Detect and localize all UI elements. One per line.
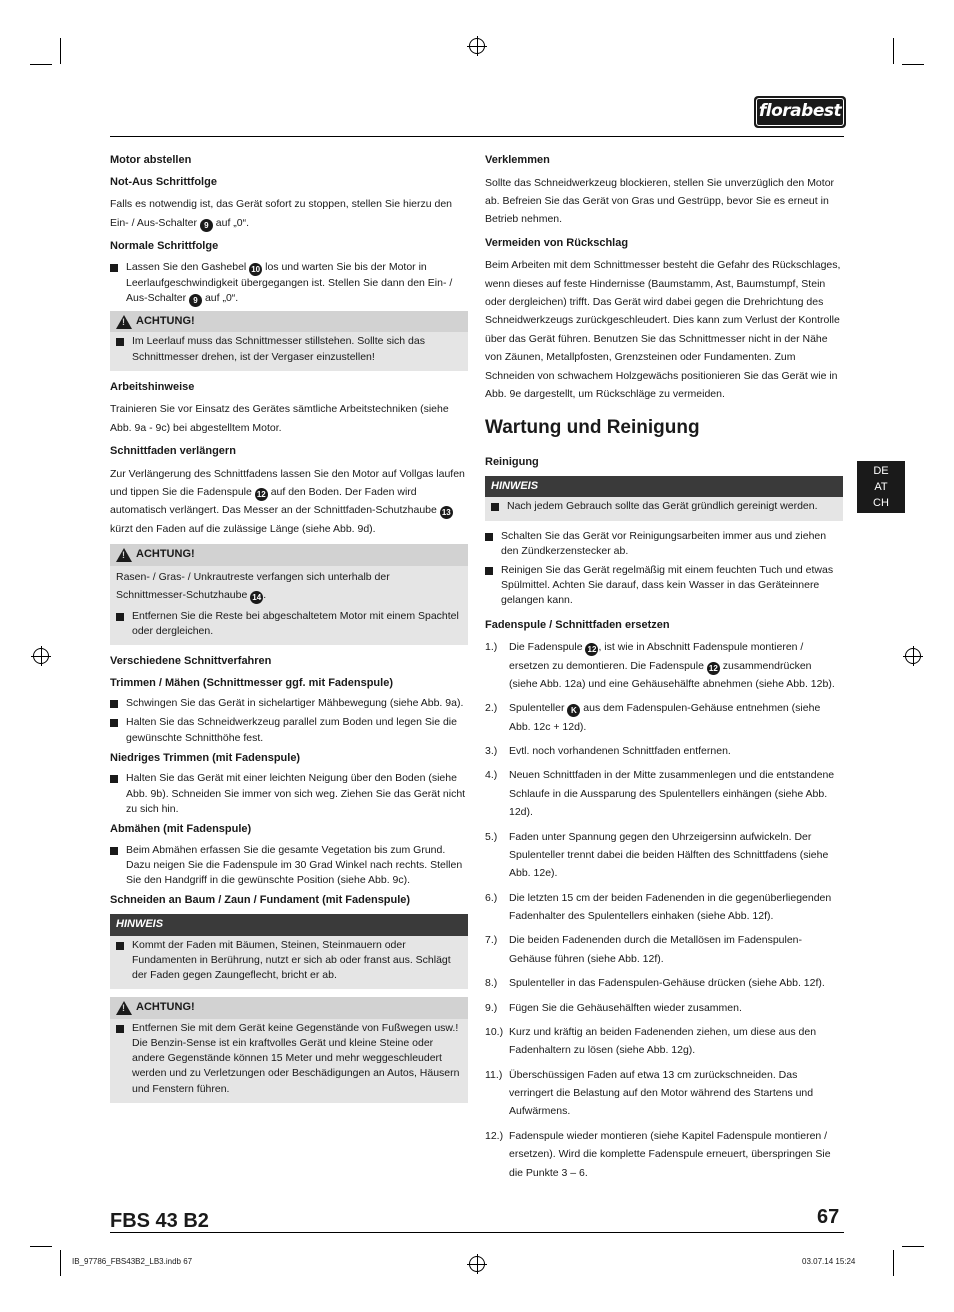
- right-column: [485, 150, 843, 1188]
- subsection-title: Fadenspule / Schnittfaden ersetzen: [485, 618, 670, 631]
- paragraph: Beim Arbeiten mit dem Schnittmesser besteht die Gefahr des Rückschlages, wenn dieses auf feste Hindernisse (Baumstamm, Ast, Baumstumpf, Stein oder dergleichen) trifft. Das Gerät wird dabei gegen die Drehrichtung des Schneidwerkzeugs zurückgeschleudert. Dies kann zum Verlust der Kontrolle über das Gerät führen. Benutzen Sie das Schnittmesser nicht in der Nähe von Zäunen, Metallpfosten, Grenzsteinen oder Fundamenten. Zum Schneiden von schwachem Holzgewächs positionieren Sie das Gerät wie in Abb. 9e dargestellt, um Rückschläge zu vermeiden.: [485, 259, 841, 400]
- brand-logo: florabest: [754, 96, 846, 128]
- bullet-item: Halten Sie das Gerät mit einer leichten Neigung über den Boden (siehe Abb. 9b). Schneiden Sie immer von sich weg. Ziehen Sie das Gerät nicht zu sich hin.: [110, 771, 468, 817]
- page-number: 67: [817, 1206, 840, 1228]
- crop-mark: [893, 38, 894, 64]
- crop-mark: [893, 1250, 894, 1276]
- bullet-item: Entfernen Sie mit dem Gerät keine Gegenstände von Fußwegen usw.! Die Benzin-Sense ist ein kraftvolles Gerät und kleine Steine oder andere Gegenstände können 15 Meter und mehr weggeschleudert werden und zu Verletzungen oder Beschädigungen an Autos, Häusern und Fenstern führen.: [116, 1021, 462, 1097]
- registration-mark-icon: [33, 648, 49, 664]
- warning-icon: [116, 548, 132, 562]
- bullet-item: Schwingen Sie das Gerät in sichelartiger Mähbewegung (siehe Abb. 9a).: [110, 696, 468, 711]
- step-item: 2.) Spulenteller K aus dem Fadenspulen-Gehäuse entnehmen (siehe Abb. 12c + 12d).: [485, 702, 821, 733]
- paragraph: Zur Verlängerung des Schnittfadens lassen Sie den Motor auf Vollgas laufen und tippen Sie die Fadenspule 12 auf den Boden. Der Faden wird automatisch verlängert. Das Messer an der Schnittfaden-Schutzhaube 13 kürzt den Faden auf die zulässige Länge (siehe Abb. 9d).: [110, 467, 465, 535]
- bullet-item: Reinigen Sie das Gerät regelmäßig mit einem feuchten Tuch und etwas Spülmittel. Achten Sie darauf, dass kein Wasser in das Geräteinnere gelangen kann.: [485, 563, 843, 609]
- registration-mark-icon: [905, 648, 921, 664]
- part-number-badge: 14: [250, 591, 263, 604]
- crop-mark: [30, 1246, 52, 1247]
- subsection-title: Not-Aus Schrittfolge: [110, 175, 217, 188]
- crop-mark: [60, 38, 61, 64]
- part-number-badge: 9: [189, 294, 202, 307]
- registration-mark-icon: [469, 38, 485, 54]
- subsection-title: Trimmen / Mähen (Schnittmesser ggf. mit Fadenspule): [110, 676, 393, 689]
- chapter-heading: Wartung und Reinigung: [485, 417, 700, 439]
- step-item: 9.) Fügen Sie die Gehäusehälften wieder zusammen.: [485, 1001, 742, 1014]
- bullet-item: Schalten Sie das Gerät vor Reinigungsarbeiten immer aus und ziehen den Zündkerzenstecker ab.: [485, 529, 843, 559]
- subsection-title: Normale Schrittfolge: [110, 239, 219, 252]
- subsection-title: Verklemmen: [485, 154, 550, 166]
- warning-header: ! ACHTUNG!: [110, 311, 468, 333]
- language-code: DE: [873, 465, 889, 477]
- subsection-title: Schneiden an Baum / Zaun / Fundament (mit Fadenspule): [110, 894, 411, 907]
- model-name: FBS 43 B2: [110, 1210, 209, 1232]
- subsection-title: Schnittfaden verlängern: [110, 445, 236, 458]
- warning-box: [110, 311, 468, 371]
- step-item: 7.) Die beiden Fadenenden durch die Metallösen im Fadenspulen-Gehäuse führen (siehe Abb. 12f).: [485, 934, 803, 965]
- step-item: 6.) Die letzten 15 cm der beiden Fadenenden in die gegenüberliegenden Fadenhalter des Spulentellers einhaken (siehe Abb. 12f).: [485, 891, 832, 923]
- language-code: AT: [874, 481, 888, 493]
- bullet-item: Beim Abmähen erfassen Sie die gesamte Vegetation bis zum Grund. Dazu neigen Sie die Fadenspule im 30 Grad Winkel nach rechts. Stellen Sie den Handgriff in die gewünschte Position (siehe Abb. 9c).: [110, 843, 468, 889]
- warning-box: [110, 544, 468, 645]
- language-code: CH: [873, 497, 889, 509]
- step-item: 8.) Spulenteller in das Fadenspulen-Gehäuse drücken (siehe Abb. 12f).: [485, 977, 825, 990]
- paragraph: Sollte das Schneidwerkzeug blockieren, stellen Sie unverzüglich den Motor ab. Befreien Sie das Gerät von Gras und Gestrüpp, bevor Sie es erneut in Betrieb nehmen.: [485, 176, 835, 226]
- warning-box: [110, 997, 468, 1103]
- subsection-title: Reinigung: [485, 456, 539, 469]
- warning-header: ! ACHTUNG!: [110, 997, 468, 1019]
- section-title: Verschiedene Schnittverfahren: [110, 655, 272, 667]
- footer-rule: [110, 1232, 844, 1233]
- warning-icon: [116, 1001, 132, 1015]
- part-number-badge: 12: [707, 662, 720, 675]
- header-rule: [110, 136, 844, 137]
- bullet-item: Im Leerlauf muss das Schnittmesser stillstehen. Sollte sich das Schnittmesser drehen, ist der Vergaser einzustellen!: [116, 334, 462, 364]
- paragraph: Falls es notwendig ist, das Gerät sofort zu stoppen, stellen Sie hierzu den Ein- / Aus-Schalter 9 auf „0“.: [110, 198, 453, 230]
- paragraph: Rasen- / Gras- / Unkrautreste verfangen sich unterhalb der Schnittmesser-Schutzhaube 14 .: [116, 570, 390, 603]
- subsection-title: Arbeitshinweise: [110, 380, 195, 393]
- crop-mark: [902, 64, 924, 65]
- bullet-item: Halten Sie das Schneidwerkzeug parallel zum Boden und legen Sie die gewünschte Schnitthöhe fest.: [110, 715, 468, 745]
- part-number-badge: 12: [585, 643, 598, 656]
- subsection-title: Abmähen (mit Fadenspule): [110, 823, 252, 836]
- step-item: 3.) Evtl. noch vorhandenen Schnittfaden entfernen.: [485, 745, 731, 758]
- print-slug-date: 03.07.14 15:24: [802, 1257, 856, 1266]
- warning-icon: [116, 315, 132, 329]
- step-item: 11.) Überschüssigen Faden auf etwa 13 cm zurückschneiden. Das verringert die Belastung auf den Motor während des Startens und Aufwärmens.: [485, 1068, 814, 1118]
- note-header: HINWEIS: [485, 476, 843, 498]
- note-header: HINWEIS: [110, 914, 468, 936]
- step-item: 4.) Neuen Schnittfaden in der Mitte zusammenlegen und die entstandene Schlaufe in die Aussparung des Spulentellers einhängen (siehe Abb. 12d).: [485, 769, 835, 819]
- step-item: 1.) Die Fadenspule 12 , ist wie in Abschnitt Fadenspule montieren / ersetzen zu demontieren. Die Fadenspule 12 zusammendrücken (siehe Abb. 12a) und eine Gehäusehälfte abnehmen (siehe Abb. 12b).: [485, 641, 835, 690]
- print-slug-file: IB_97786_FBS43B2_LB3.indb 67: [72, 1257, 193, 1266]
- crop-mark: [60, 1250, 61, 1276]
- registration-mark-icon: [469, 1256, 485, 1272]
- bullet-item: Lassen Sie den Gashebel 10 los und warten Sie bis der Motor in Leerlaufgeschwindigkeit übergegangen ist. Stellen Sie dann den Ein- / Aus-Schalter 9 auf „0“.: [110, 260, 468, 307]
- section-title: Motor abstellen: [110, 154, 192, 166]
- left-column: [110, 150, 468, 1111]
- bullet-item: Kommt der Faden mit Bäumen, Steinen, Steinmauern oder Fundamenten in Berührung, nutzt er sich ab oder franst aus. Schlägt der Faden gegen Zaungeflecht, bricht er ab.: [116, 938, 462, 984]
- bullet-item: Nach jedem Gebrauch sollte das Gerät gründlich gereinigt werden.: [491, 499, 837, 514]
- bullet-item: Entfernen Sie die Reste bei abgeschaltetem Motor mit einem Spachtel oder dergleichen.: [116, 609, 462, 639]
- subsection-title: Vermeiden von Rückschlag: [485, 236, 629, 249]
- part-number-badge: 12: [255, 488, 268, 501]
- paragraph: Trainieren Sie vor Einsatz des Gerätes sämtliche Arbeitstechniken (siehe Abb. 9a - 9c) bei abgestelltem Motor.: [110, 403, 449, 434]
- language-tab: [857, 461, 905, 513]
- crop-mark: [30, 64, 52, 65]
- subsection-title: Niedriges Trimmen (mit Fadenspule): [110, 751, 301, 764]
- part-number-badge: 9: [200, 219, 213, 232]
- part-letter-badge: K: [567, 704, 580, 717]
- part-number-badge: 10: [249, 263, 262, 276]
- step-item: 12.) Fadenspule wieder montieren (siehe Kapitel Fadenspule montieren / ersetzen). Wird die komplette Fadenspule erneuert, überspringen Sie die Punkte 3 – 6.: [485, 1129, 831, 1179]
- crop-mark: [902, 1246, 924, 1247]
- part-number-badge: 13: [440, 506, 453, 519]
- note-box: [485, 476, 843, 521]
- step-item: 10.) Kurz und kräftig an beiden Fadenenden ziehen, um diese aus den Fadenhaltern zu lösen (siehe Abb. 12g).: [485, 1025, 817, 1057]
- note-box: [110, 914, 468, 989]
- warning-header: ! ACHTUNG!: [110, 544, 468, 566]
- step-item: 5.) Faden unter Spannung gegen den Uhrzeigersinn aufwickeln. Der Spulenteller trennt dabei die beiden Hälften des Schnittfadens (siehe Abb. 12e).: [485, 830, 829, 880]
